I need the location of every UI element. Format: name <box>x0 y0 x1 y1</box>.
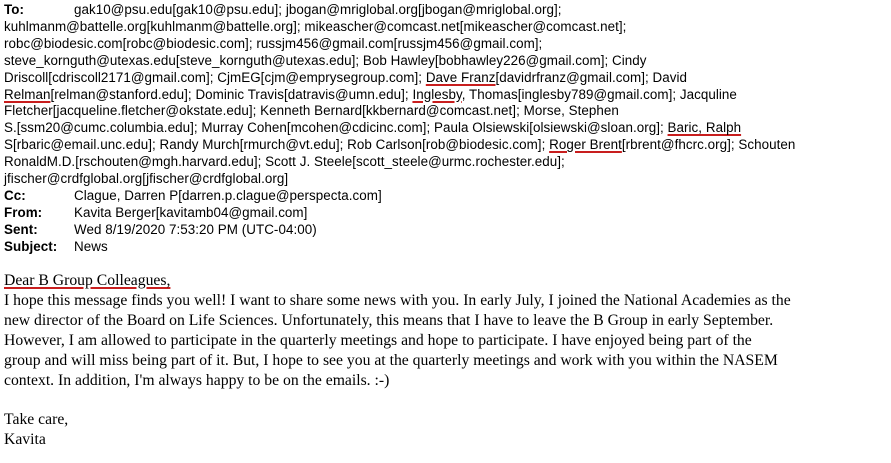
cc-row <box>4 188 888 205</box>
recipient-dave-franz: Dave Franz <box>425 69 496 85</box>
to-line-4: steve_kornguth@utexas.edu[steve_kornguth@utexas.edu]; Bob Hawley[bobhawley226@gmail.com]; Cindy <box>4 52 647 68</box>
to-line-8-text: S.[ssm20@cumc.columbia.edu]; Murray Cohen[mcohen@cdicinc.com]; Paula Olsiewski[olsiewski@sloan.org]; <box>4 120 664 136</box>
to-line-9-text: S[rbaric@email.unc.edu]; Randy Murch[rmurch@vt.edu]; Rob Carlson[rob@biodesic.com]; <box>4 137 546 153</box>
recipient-relman: Relman <box>4 86 51 102</box>
cc-label: Cc: <box>4 187 26 203</box>
subject-row <box>4 239 888 256</box>
signature: Kavita <box>4 431 46 449</box>
to-line-6-tail: , Thomas[inglesby789@gmail.com]; Jacquline <box>461 86 737 102</box>
to-line-8 <box>4 120 888 137</box>
to-label: To: <box>4 2 24 17</box>
sent-label: Sent: <box>4 221 38 237</box>
to-line-3: robc@biodesic.com[robc@biodesic.com]; russjm456@gmail.com[russjm456@gmail.com]; <box>4 35 543 51</box>
to-line-7: Fletcher[jacqueline.fletcher@okstate.edu]; Kenneth Bernard[kkbernard@comcast.net]; Morse, Stephen <box>4 103 619 119</box>
cc-value: Clague, Darren P[darren.p.clague@perspecta.com] <box>74 187 382 203</box>
recipient-baric: Baric, Ralph <box>667 120 742 136</box>
to-line-5-text: Driscoll[cdriscoll2171@gmail.com]; CjmEG[cjm@emprysegroup.com]; <box>4 69 423 85</box>
to-row <box>4 2 888 19</box>
greeting <box>4 271 888 291</box>
greeting-text: Dear B Group Colleagues, <box>4 272 171 289</box>
to-line-11: jfischer@crdfglobal.org[jfischer@crdfglobal.org] <box>4 171 289 187</box>
recipient-roger-brent: Roger Brent <box>549 137 622 153</box>
to-line-10: RonaldM.D.[rschouten@mgh.harvard.edu]; Scott J. Steele[scott_steele@urmc.rochester.edu]; <box>4 154 565 170</box>
body-line-3: However, I am allowed to participate in the quarterly meetings and hope to participate. I have enjoyed being part of the <box>4 331 752 349</box>
to-line-1: gak10@psu.edu[gak10@psu.edu]; jbogan@mriglobal.org[jbogan@mriglobal.org]; <box>74 2 562 17</box>
subject-value: News <box>74 238 108 254</box>
body-line-1: I hope this message finds you well! I want to share some news with you. In early July, I joined the National Academies as the <box>4 291 791 309</box>
sent-row <box>4 222 888 239</box>
to-line-5-tail: [davidrfranz@gmail.com]; David <box>495 69 687 85</box>
to-line-6-text: [relman@stanford.edu]; Dominic Travis[datravis@umn.edu]; <box>50 86 409 102</box>
to-line-5 <box>4 70 888 87</box>
sent-value: Wed 8/19/2020 7:53:20 PM (UTC-04:00) <box>74 221 317 237</box>
closing: Take care, <box>4 411 69 429</box>
from-value: Kavita Berger[kavitamb04@gmail.com] <box>74 204 308 220</box>
body-line-5: context. In addition, I'm always happy to be on the emails. :-) <box>4 371 390 389</box>
paragraph-gap <box>4 390 888 410</box>
body-line-4: group and will miss being part of it. But, I hope to see you at the quarterly meetings and work with you within the NASEM <box>4 351 778 369</box>
to-line-2: kuhlmanm@battelle.org[kuhlmanm@battelle.org]; mikeascher@comcast.net[mikeascher@comcast.net]; <box>4 18 627 34</box>
body-line-2: new director of the Board on Life Sciences. Unfortunately, this means that I have to leave the B Group in early September. <box>4 311 774 329</box>
recipient-inglesby: Inglesby <box>412 86 462 102</box>
from-row <box>4 205 888 222</box>
to-line-6 <box>4 87 888 104</box>
to-line-9-tail: [rbrent@fhcrc.org]; Schouten <box>621 137 796 153</box>
subject-label: Subject: <box>4 238 58 254</box>
email-header <box>4 2 888 256</box>
email-body <box>4 271 888 450</box>
from-label: From: <box>4 204 43 220</box>
to-line-9 <box>4 137 888 154</box>
